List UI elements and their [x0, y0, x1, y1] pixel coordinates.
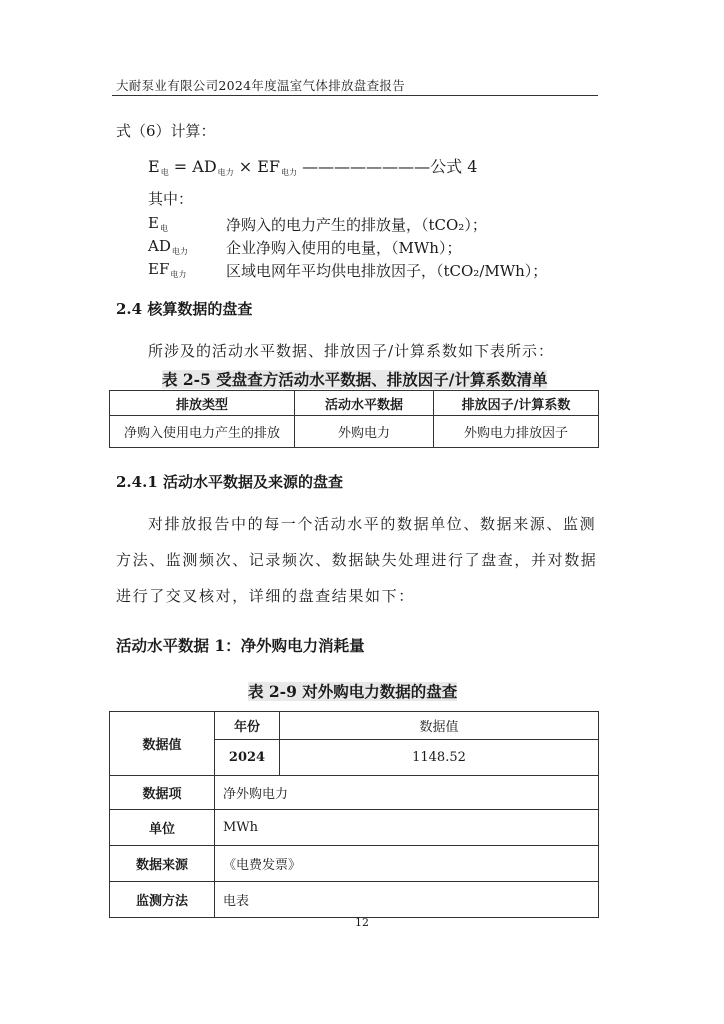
table-2-5-caption	[162, 368, 547, 390]
table-header-cell: 排放因子/计算系数	[434, 391, 599, 416]
where-desc-e: 净购入的电力产生的排放量，（tCO₂）；	[226, 216, 487, 234]
value-header-cell: 数据值	[280, 712, 599, 740]
section-2-4-title: 2.4 核算数据的盘查	[116, 300, 253, 318]
row-value-cell: 电表	[215, 882, 599, 918]
formula-dashes: ————————	[297, 157, 431, 176]
formula-lhs: E	[148, 157, 160, 176]
paragraph-line-1: 对排放报告中的每一个活动水平的数据单位、数据来源、监测	[148, 515, 597, 533]
formula-intro: 式（6）计算：	[116, 122, 216, 140]
where-label: 其中：	[148, 190, 194, 208]
value-label-cell: 数据值	[110, 712, 215, 776]
where-item-ad	[148, 237, 188, 255]
row-value-cell: 净外购电力	[215, 776, 599, 810]
where-symbol: EF	[148, 260, 170, 278]
paragraph-line-3: 进行了交叉核对，详细的盘查结果如下：	[116, 587, 415, 605]
table-row	[110, 416, 599, 448]
where-symbol: E	[148, 214, 159, 232]
intro-paragraph: 所涉及的活动水平数据、排放因子/计算系数如下表所示：	[148, 342, 555, 360]
where-symbol-sub: 电	[159, 224, 168, 233]
formula-label: 公式 4	[430, 157, 478, 176]
table-row	[110, 776, 599, 810]
table-2-9	[109, 711, 599, 918]
value-cell: 1148.52	[280, 740, 599, 776]
where-item-ef	[148, 260, 186, 278]
row-value-cell: MWh	[215, 810, 599, 846]
where-symbol-sub: 电力	[171, 247, 188, 256]
where-symbol-sub: 电力	[170, 270, 187, 279]
table-row	[110, 712, 599, 740]
page-number: 12	[355, 916, 369, 929]
table-cell: 外购电力	[295, 416, 434, 448]
formula-ad-sub: 电力	[217, 168, 234, 177]
table-row	[110, 810, 599, 846]
year-header-cell: 年份	[215, 712, 280, 740]
row-label-cell: 数据项	[110, 776, 215, 810]
formula-lhs-sub: 电	[160, 168, 169, 177]
table-2-9-caption	[248, 680, 457, 702]
row-label-cell: 数据来源	[110, 846, 215, 882]
section-2-4-1-title: 2.4.1 活动水平数据及来源的盘查	[116, 473, 343, 491]
where-symbol: AD	[148, 237, 171, 255]
table-2-5	[109, 390, 599, 448]
formula-times: × EF	[233, 157, 281, 176]
table-row	[110, 846, 599, 882]
where-desc-ef: 区域电网年平均供电排放因子，（tCO₂/MWh）；	[226, 262, 548, 280]
table-2-5-caption-text: 表 2-5 受盘查方活动水平数据、排放因子/计算系数清单	[162, 370, 548, 389]
year-cell: 2024	[215, 740, 280, 776]
formula-eq: = AD	[168, 157, 217, 176]
table-header-cell: 排放类型	[110, 391, 295, 416]
activity-data-title: 活动水平数据 1：净外购电力消耗量	[116, 636, 365, 655]
table-header-row	[110, 391, 599, 416]
row-value-cell: 《电费发票》	[215, 846, 599, 882]
row-label-cell: 监测方法	[110, 882, 215, 918]
table-cell: 外购电力排放因子	[434, 416, 599, 448]
formula-ef-sub: 电力	[281, 168, 298, 177]
table-2-9-caption-text: 表 2-9 对外购电力数据的盘查	[248, 682, 458, 701]
row-label-cell: 单位	[110, 810, 215, 846]
where-item-e	[148, 214, 168, 232]
where-desc-ad: 企业净购入使用的电量，（MWh）；	[226, 239, 462, 257]
table-cell: 净购入使用电力产生的排放	[110, 416, 295, 448]
table-header-cell: 活动水平数据	[295, 391, 434, 416]
header-rule	[112, 95, 598, 96]
formula-4	[148, 154, 477, 177]
table-row	[110, 882, 599, 918]
paragraph-line-2: 方法、监测频次、记录频次、数据缺失处理进行了盘查，并对数据	[116, 551, 598, 569]
running-header: 大耐泵业有限公司2024年度温室气体排放盘查报告	[116, 78, 406, 93]
